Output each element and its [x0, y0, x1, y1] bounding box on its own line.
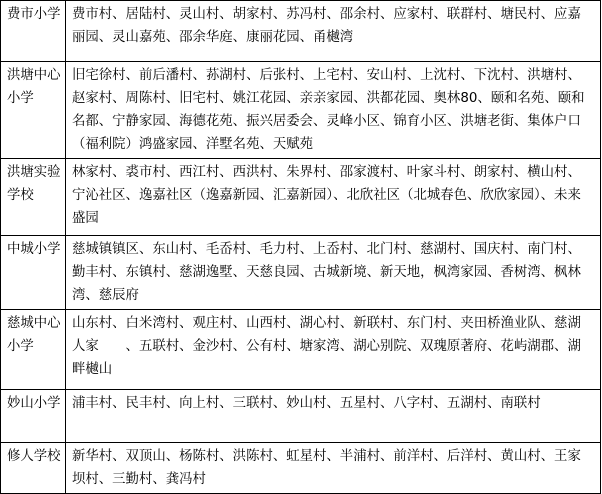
school-name-cell: 修人学校: [1, 443, 66, 494]
village-list-cell: 新华村、双顶山、杨陈村、洪陈村、虹星村、半浦村、前洋村、后洋村、黄山村、王家坝村、三勤村、龚冯村: [66, 443, 601, 494]
village-list-cell: 山东村、白米湾村、观庄村、山西村、湖心村、新联村、东门村、夹田桥渔业队、慈湖人家 、五联村、金沙村、公有村、塘家湾、湖心别院、双瑰原著府、花屿湖郡、湖畔樾山: [66, 310, 601, 390]
village-list-cell: 旧宅徐村、前后潘村、荪湖村、后张村、上宅村、安山村、上沈村、下沈村、洪塘村、赵家村、周陈村、旧宅村、姚江花园、亲亲家园、洪都花园、奥林80、颐和名苑、颐和名都、宁静家园、海德花苑、振兴居委会、灵峰小区、锦育小区、洪塘老街、集体户口（福利院）鸿盛家园、洋墅名苑、天赋苑: [66, 62, 601, 159]
school-name-cell: 妙山小学: [1, 390, 66, 443]
school-name-cell: 洪塘实验学校: [1, 159, 66, 236]
school-name-cell: 洪塘中心小学: [1, 62, 66, 159]
village-list-cell: 浦丰村、民丰村、向上村、三联村、妙山村、五星村、八字村、五湖村、南联村: [66, 390, 601, 443]
table-row: [1, 159, 601, 236]
table-row: [1, 62, 601, 159]
table-row: [1, 236, 601, 310]
village-list-cell: 慈城镇镇区、东山村、毛岙村、毛力村、上岙村、北门村、慈湖村、国庆村、南门村、勤丰村、东镇村、慈湖逸墅、天慈良园、古城新境、新天地，枫湾家园、香树湾、枫林湾、慈辰府: [66, 236, 601, 310]
table-row: [1, 1, 601, 62]
school-name-cell: 慈城中心小学: [1, 310, 66, 390]
table-row: [1, 310, 601, 390]
village-list-cell: 林家村、裘市村、西江村、西洪村、朱界村、邵家渡村、叶家斗村、朗家村、横山村、宁沁社区、逸嘉社区（逸嘉新园、汇嘉新园）、北欣社区（北城春色、欣欣家园）、未来盛园: [66, 159, 601, 236]
school-name-cell: 费市小学: [1, 1, 66, 62]
school-name-cell: 中城小学: [1, 236, 66, 310]
table-row: [1, 443, 601, 494]
table-row: [1, 390, 601, 443]
village-list-cell: 费市村、居陆村、灵山村、胡家村、苏冯村、邵余村、应家村、联群村、塘民村、应嘉丽园、灵山嘉苑、邵余华庭、康丽花园、甬樾湾: [66, 1, 601, 62]
